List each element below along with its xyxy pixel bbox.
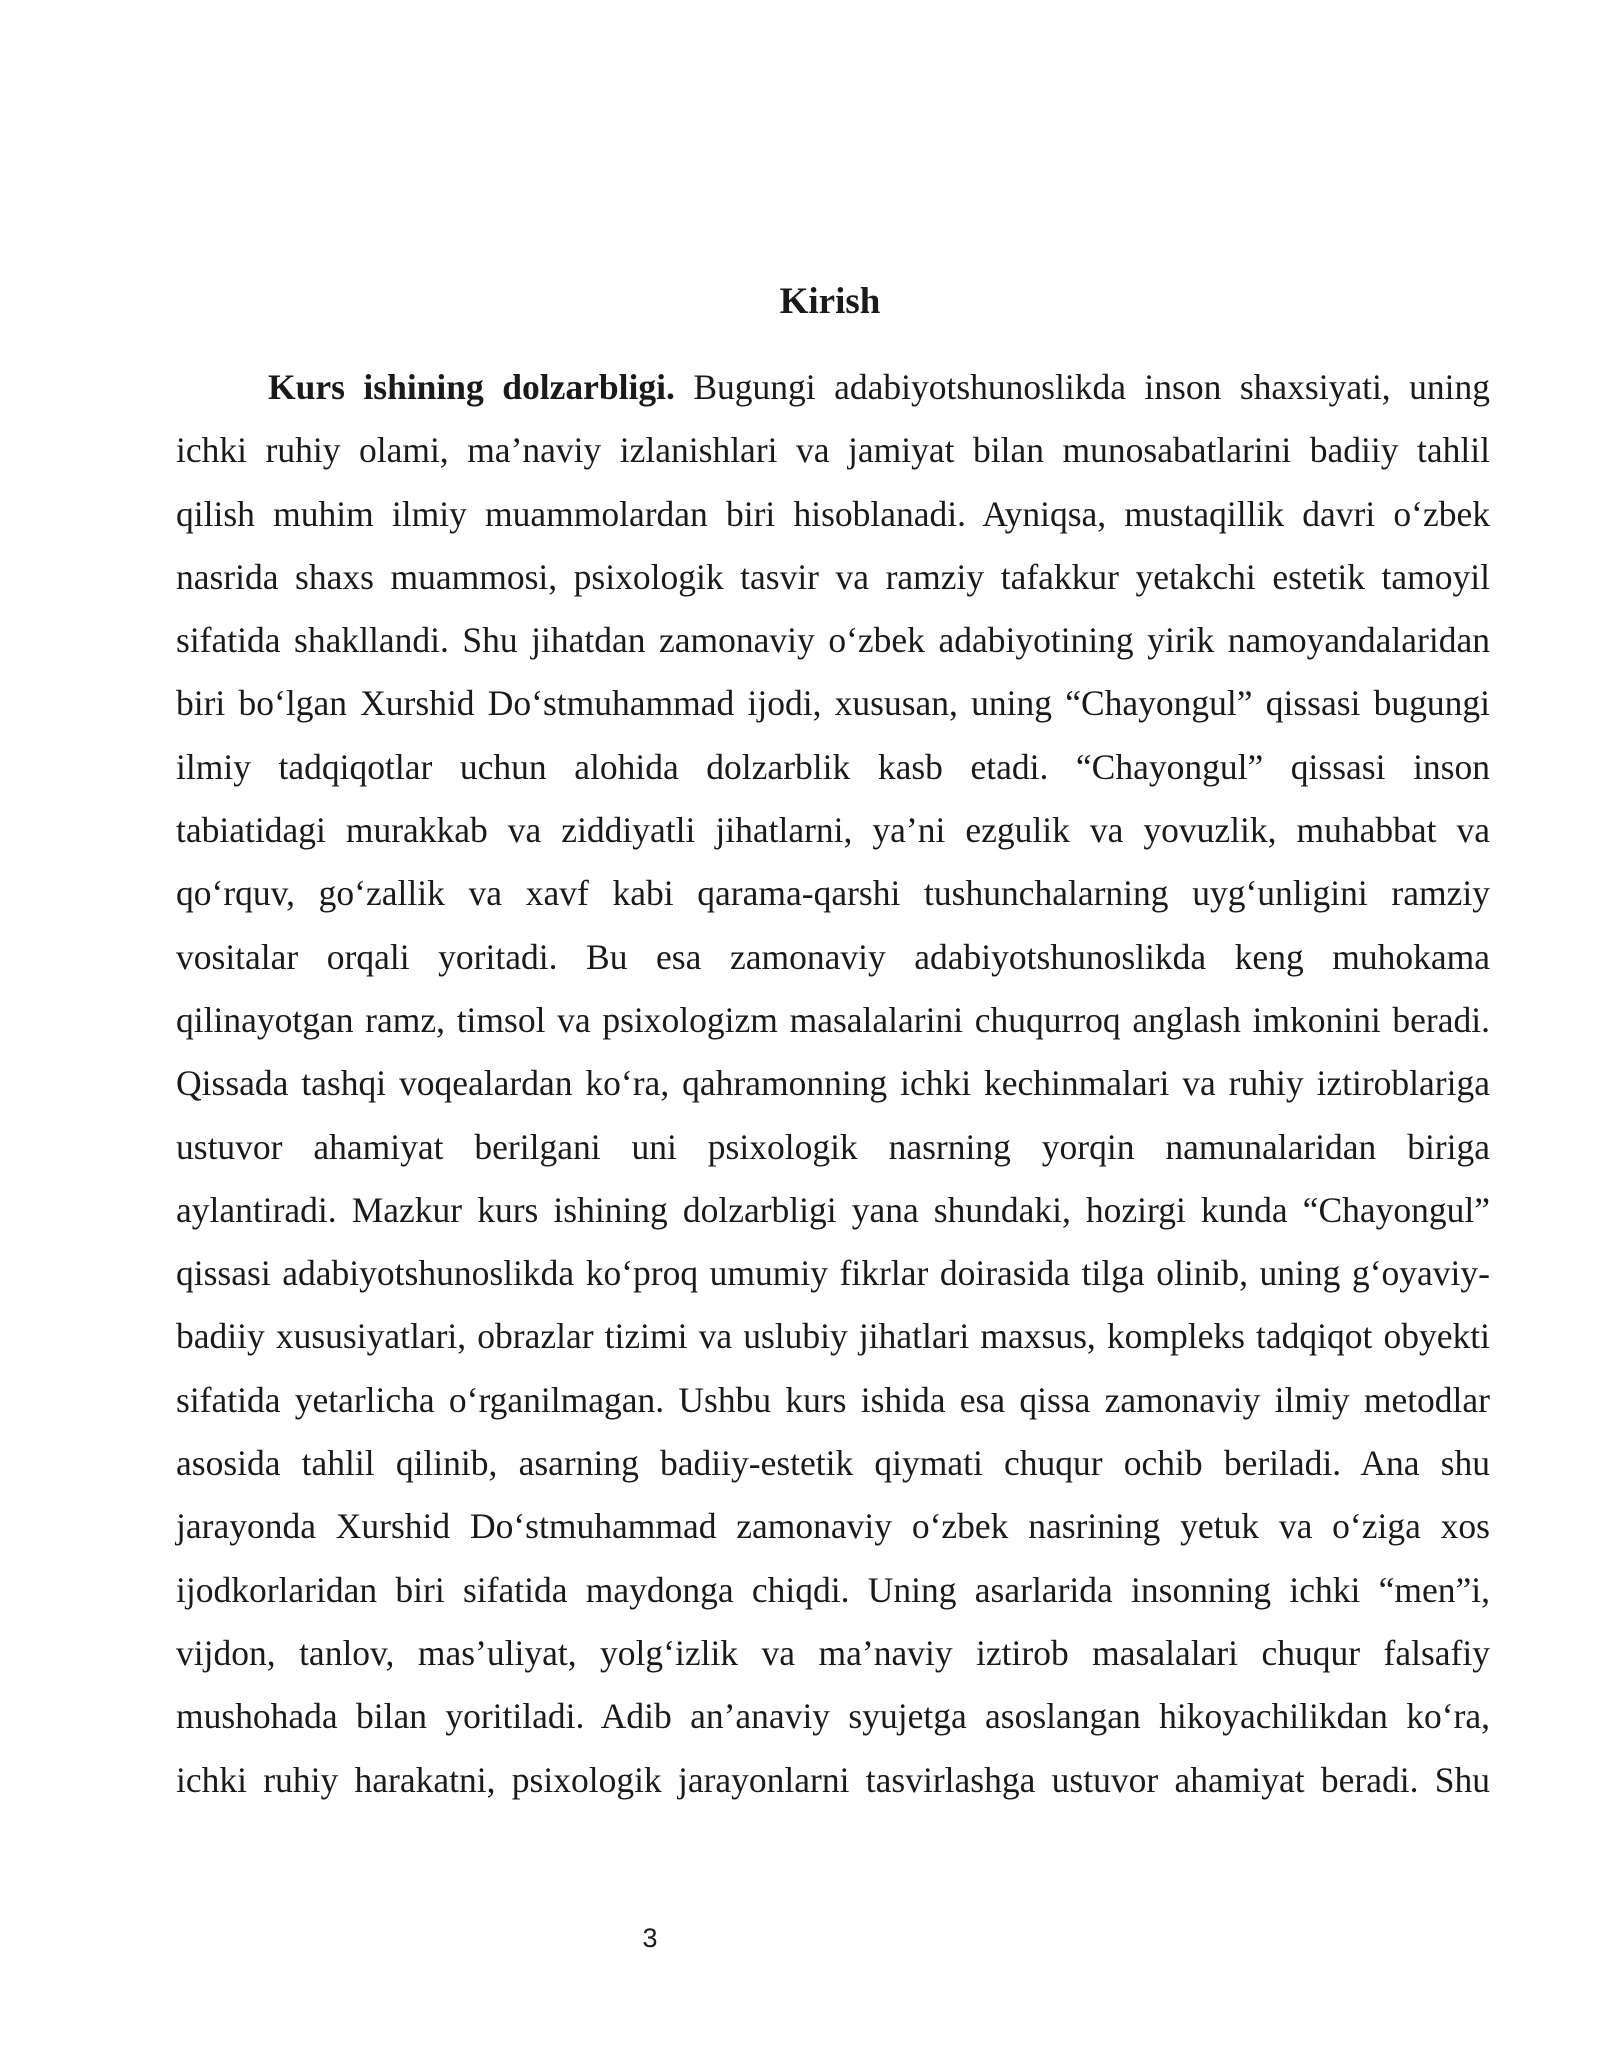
text-line: vositalar orqali yoritadi. Bu esa zamonaviy adabiyotshunoslikda keng muhokama	[176, 936, 1490, 977]
text-line: ustuvor ahamiyat berilgani uni psixologik nasrning yorqin namunalaridan biriga	[176, 1126, 1490, 1167]
text-line: biri bo‘lgan Xurshid Do‘stmuhammad ijodi, xususan, uning “Chayongul” qissasi bugungi	[176, 683, 1490, 724]
page-number: 3	[642, 1923, 658, 1953]
text-line: sifatida shakllandi. Shu jihatdan zamonaviy o‘zbek adabiyotining yirik namoyandalaridan	[176, 620, 1490, 661]
text-line: Qissada tashqi voqealardan ko‘ra, qahramonning ichki kechinmalari va ruhiy iztiroblariga	[176, 1063, 1490, 1104]
text-line: nasrida shaxs muammosi, psixologik tasvir va ramziy tafakkur yetakchi estetik tamoyil	[176, 556, 1490, 597]
text-line: sifatida yetarlicha o‘rganilmagan. Ushbu kurs ishida esa qissa zamonaviy ilmiy metodlar	[176, 1379, 1490, 1420]
section-lead-label: Kurs ishining dolzarbligi.	[268, 367, 675, 407]
text-line: aylantiradi. Mazkur kurs ishining dolzarbligi yana shundaki, hozirgi kunda “Chayongul”	[176, 1189, 1490, 1230]
text-line: tabiatidagi murakkab va ziddiyatli jihatlarni, ya’ni ezgulik va yovuzlik, muhabbat va	[176, 810, 1490, 851]
text-line: asosida tahlil qilinib, asarning badiiy-estetik qiymati chuqur ochib beriladi. Ana shu	[176, 1443, 1490, 1484]
text-line-content: Bugungi adabiyotshunoslikda inson shaxsiyati, uning	[693, 367, 1491, 407]
text-line: vijdon, tanlov, mas’uliyat, yolg‘izlik va ma’naviy iztirob masalalari chuqur falsafiy	[176, 1632, 1490, 1673]
text-line: qissasi adabiyotshunoslikda ko‘proq umumiy fikrlar doirasida tilga olinib, uning g‘oyaviy-	[176, 1253, 1490, 1294]
text-line: qo‘rquv, go‘zallik va xavf kabi qarama-qarshi tushunchalarning uyg‘unligini ramziy	[176, 873, 1490, 914]
text-line: ichki ruhiy olami, ma’naviy izlanishlari va jamiyat bilan munosabatlarini badiiy tahlil	[176, 430, 1490, 471]
text-line	[176, 356, 1490, 419]
text-line: jarayonda Xurshid Do‘stmuhammad zamonaviy o‘zbek nasrining yetuk va o‘ziga xos	[176, 1506, 1490, 1547]
text-line: ijodkorlaridan biri sifatida maydonga chiqdi. Uning asarlarida insonning ichki “men”i,	[176, 1569, 1490, 1610]
body-text	[176, 356, 1490, 1812]
page-title: Kirish	[779, 281, 881, 322]
text-line: qilinayotgan ramz, timsol va psixologizm masalalarini chuqurroq anglash imkonini beradi.	[176, 999, 1490, 1040]
text-line: ilmiy tadqiqotlar uchun alohida dolzarblik kasb etadi. “Chayongul” qissasi inson	[176, 746, 1490, 787]
text-line: mushohada bilan yoritiladi. Adib an’anaviy syujetga asoslangan hikoyachilikdan ko‘ra,	[176, 1696, 1490, 1737]
text-line: qilish muhim ilmiy muammolardan biri hisoblanadi. Ayniqsa, mustaqillik davri o‘zbek	[176, 493, 1490, 534]
text-line: badiiy xususiyatlari, obrazlar tizimi va uslubiy jihatlari maxsus, kompleks tadqiqot obyekti	[176, 1316, 1490, 1357]
text-line: ichki ruhiy harakatni, psixologik jarayonlarni tasvirlashga ustuvor ahamiyat beradi. Shu	[176, 1759, 1490, 1800]
